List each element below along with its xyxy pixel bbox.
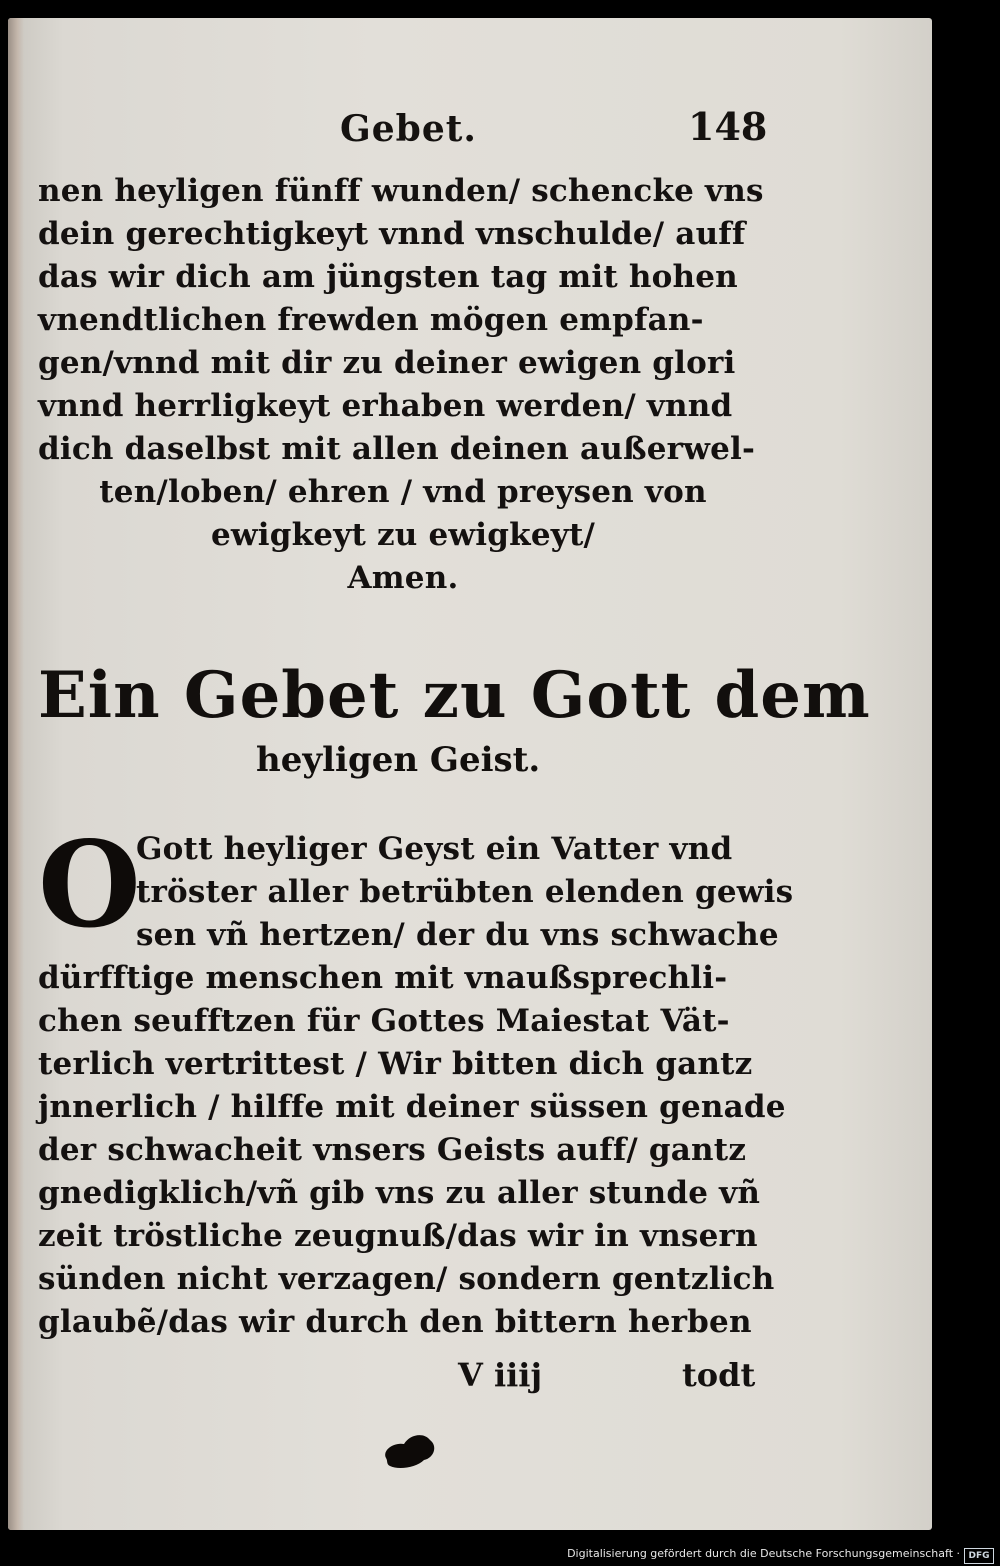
text-line: der schwacheit vnsers Geists auff/ gantz	[38, 1132, 747, 1168]
text-line: gen/vnnd mit dir zu deiner ewigen glori	[38, 345, 736, 381]
text-line: chen seufftzen für Gottes Maiestat Vät-	[38, 1003, 730, 1039]
text-line: dürfftige menschen mit vnaußsprechli-	[38, 960, 728, 996]
text-line: nen heyligen fünff wunden/ schencke vns	[38, 173, 764, 209]
prayer-paragraph	[38, 815, 794, 1344]
running-head: Gebet.	[340, 108, 477, 150]
page-number: 148	[688, 104, 768, 149]
credit-text: Digitalisierung gefördert durch die Deutsche Forschungsgemeinschaft ·	[567, 1547, 960, 1560]
ink-blot-icon	[380, 1428, 440, 1472]
section-subtitle: heyligen Geist.	[256, 740, 541, 780]
digitization-footer	[0, 1545, 1000, 1566]
text-line: glaubẽ/das wir durch den bittern herben	[38, 1304, 752, 1340]
text-line: dich daselbst mit allen deinen außerwel-	[38, 431, 756, 467]
text-line: sen vñ hertzen/ der du vns schwache	[136, 917, 779, 953]
page-footer-catchwords	[8, 1356, 932, 1406]
continuation-paragraph	[38, 170, 768, 600]
text-line: das wir dich am jüngsten tag mit hohen	[38, 259, 738, 295]
text-line: Gott heyliger Geyst ein Vatter vnd	[136, 831, 733, 867]
dfg-logo[interactable]: DFG	[964, 1548, 994, 1564]
section-title: Ein Gebet zu Gott dem	[38, 658, 871, 733]
text-line: gnedigklich/vñ gib vns zu aller stunde vñ	[38, 1175, 761, 1211]
text-line: jnnerlich / hilffe mit deiner süssen genade	[38, 1089, 786, 1125]
page-header	[8, 104, 932, 158]
closing-amen: Amen.	[347, 560, 459, 596]
signature-mark: V iiij	[458, 1356, 543, 1394]
text-line: vnnd herrligkeyt erhaben werden/ vnnd	[38, 388, 733, 424]
text-line-centered: ewigkeyt zu ewigkeyt/	[210, 517, 596, 553]
text-line: zeit tröstliche zeugnuß/das wir in vnsern	[38, 1218, 758, 1254]
text-line: sünden nicht verzagen/ sondern gentzlich	[38, 1261, 775, 1297]
text-line: terlich vertrittest / Wir bitten dich gantz	[38, 1046, 753, 1082]
catchword: todt	[682, 1356, 756, 1394]
page-spine-edge	[8, 18, 24, 1530]
text-line: dein gerechtigkeyt vnnd vnschulde/ auff	[38, 216, 746, 252]
book-page	[8, 18, 932, 1530]
text-line: tröster aller betrübten elenden gewis	[136, 874, 794, 910]
decorated-initial: O	[38, 815, 141, 954]
text-line: vnendtlichen frewden mögen empfan-	[38, 302, 704, 338]
text-line-centered: ten/loben/ ehren / vnd preysen von	[99, 474, 707, 510]
